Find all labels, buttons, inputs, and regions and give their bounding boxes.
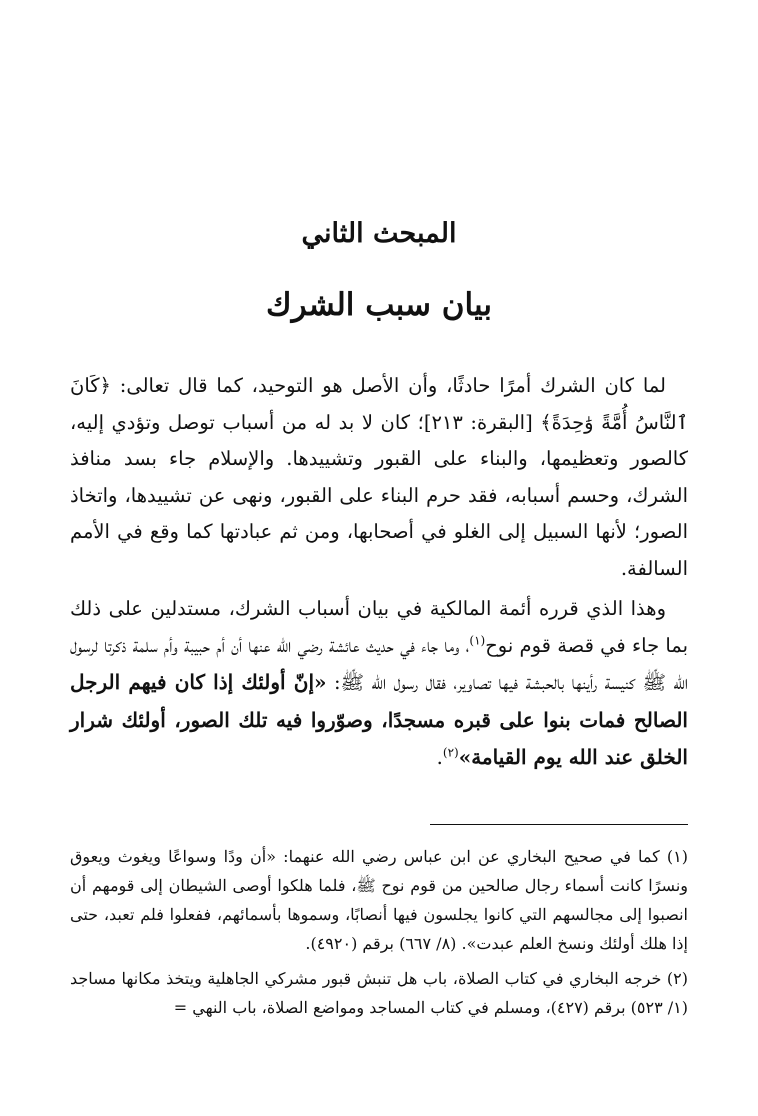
- footnote-1: (١) كما في صحيح البخاري عن ابن عباس رضي الله عنهما: «أن ودًا وسواعًا ويغوث ويعوق ونسرًا كانت أسماء رجال صالحين من قوم نوح ﷺ، فلما هلكوا أوصى الشيطان إلى قومهم أن انصبوا إلى مجالسهم التي كانوا يجلسون فيها أنصابًا، وسموها بأسمائهم، ففعلوا فلم تعبد، حتى إذا هلك أولئك ونسخ العلم عبدت». (٨/ ٦٦٧) برقم (٤٩٢٠).: [70, 847, 689, 953]
- paragraph-2: [70, 591, 688, 777]
- chapter-title: بيان سبب الشرك: [266, 287, 492, 323]
- footnote-divider: [430, 824, 688, 825]
- footnote-2: (٢) خرجه البخاري في كتاب الصلاة، باب هل تنبش قبور مشركي الجاهلية ويتخذ مكانها مساجد (١/ ٥٢٣) برقم (٤٢٧)، ومسلم في كتاب المساجد ومواضع الصلاة، باب النهي =: [70, 969, 688, 1017]
- section-label: المبحث الثاني: [301, 218, 457, 249]
- paragraph-1: لما كان الشرك أمرًا حادثًا، وأن الأصل هو التوحيد، كما قال تعالى: ﴿كَانَ ٱلنَّاسُ أُمَّةً وَٰحِدَةً﴾ [البقرة: ٢١٣]؛ كان لا بد له من أسباب توصل وتؤدي إليه، كالصور وتعظيمها، والبناء على القبور وتشييدها. والإسلام جاء بسد منافذ الشرك، وحسم أسبابه، فقد حرم البناء على القبور، ونهى عن تشييدها، واتخاذ الصور؛ لأنها السبيل إلى الغلو في أصحابها، ومن ثم عبادتها كما وقع في الأمم السالفة.: [70, 374, 689, 580]
- hadith-quote: «إنّ أولئك إذا كان فيهم الرجل الصالح فمات بنوا على قبره مسجدًا، وصوّروا فيه تلك الصور، أولئك شرار الخلق عند الله يوم القيامة»: [70, 670, 688, 769]
- footnotes: [70, 842, 688, 1028]
- main-body: [70, 368, 688, 781]
- paragraph-2-middle: ، وما جاء في حديث عائشة رضي الله عنها أن أم حبيبة وأم سلمة ذكرتا لرسول الله ﷺ كنيسة رأينها بالحبشة فيها تصاوير، فقال رسول الله ﷺ:: [70, 633, 688, 694]
- paragraph-2-end: .: [436, 746, 443, 769]
- paragraph-2-intro: وهذا الذي قرره أئمة المالكية في بيان أسباب الشرك، مستدلين على ذلك بما جاء في قصة قوم نوح: [70, 597, 688, 657]
- footnote-ref-2: (٢): [442, 745, 459, 760]
- footnote-ref-1: (١): [469, 633, 486, 647]
